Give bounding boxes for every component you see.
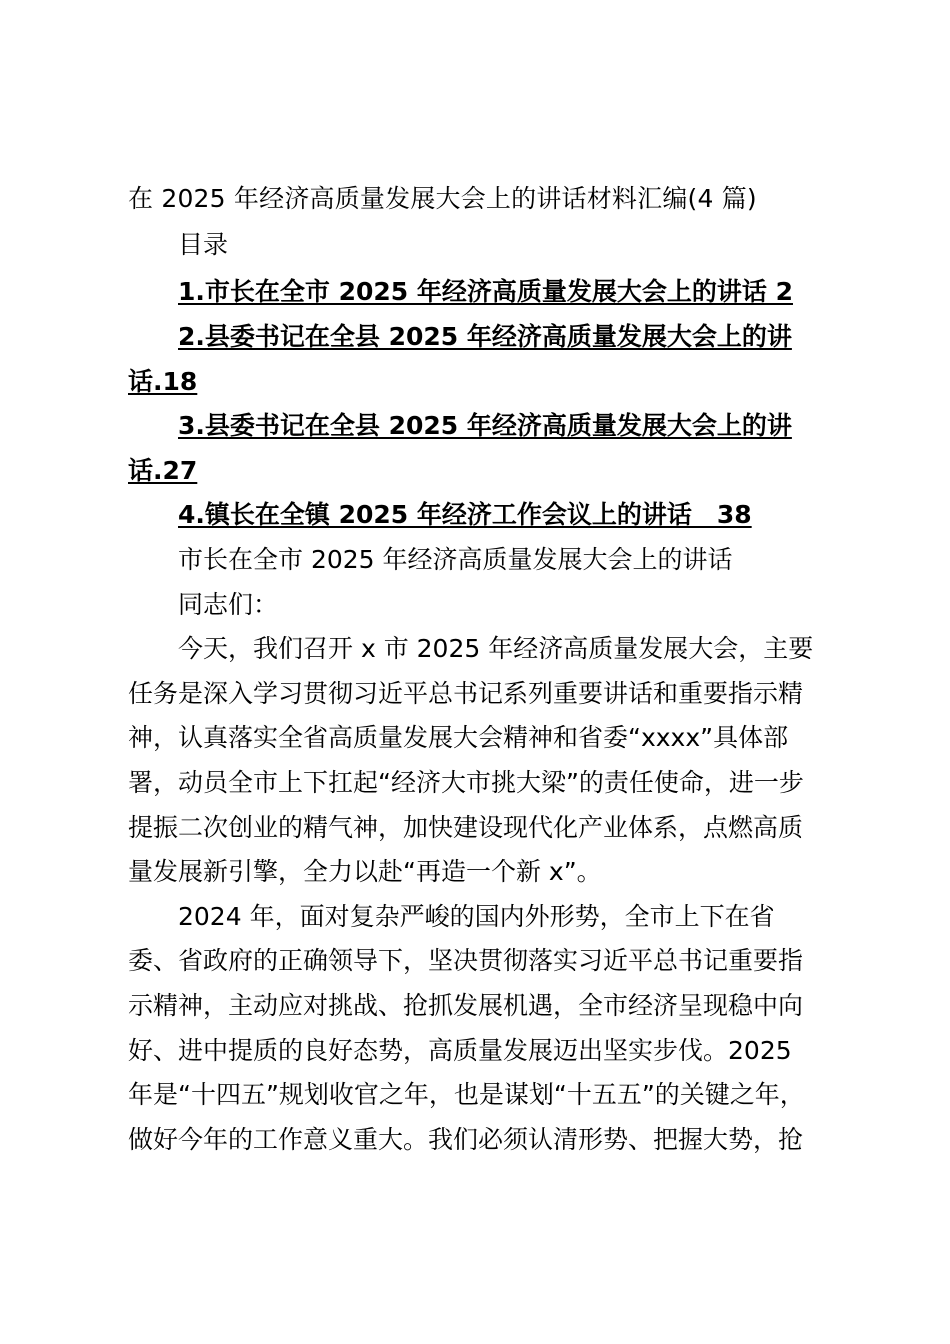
toc-entry-2-continued[interactable]: 话.18 — [128, 367, 198, 396]
document-title: 在 2025 年经济高质量发展大会上的讲话材料汇编(4 篇) — [128, 184, 757, 213]
paragraph-line: 做好今年的工作意义重大。我们必须认清形势、把握大势，抢 — [128, 1125, 804, 1154]
toc-heading: 目录 — [178, 230, 229, 259]
speech-title: 市长在全市 2025 年经济高质量发展大会上的讲话 — [178, 545, 733, 574]
toc-entry-3-continued[interactable]: 话.27 — [128, 456, 198, 485]
paragraph-line: 委、省政府的正确领导下，坚决贯彻落实习近平总书记重要指 — [128, 946, 804, 975]
paragraph-line: 示精神，主动应对挑战、抢抓发展机遇，全市经济呈现稳中向 — [128, 991, 804, 1020]
paragraph-line: 提振二次创业的精气神，加快建设现代化产业体系，点燃高质 — [128, 813, 804, 842]
paragraph-line: 2024 年，面对复杂严峻的国内外形势，全市上下在省 — [178, 902, 775, 931]
paragraph-line: 署，动员全市上下扛起“经济大市挑大梁”的责任使命，进一步 — [128, 768, 804, 797]
salutation: 同志们： — [178, 590, 279, 619]
toc-entry-3[interactable]: 3.县委书记在全县 2025 年经济高质量发展大会上的讲 — [178, 411, 792, 440]
paragraph-line: 年是“十四五”规划收官之年，也是谋划“十五五”的关键之年， — [128, 1080, 805, 1109]
paragraph-line: 神，认真落实全省高质量发展大会精神和省委“xxxx”具体部 — [128, 723, 789, 752]
paragraph-line: 今天，我们召开 x 市 2025 年经济高质量发展大会，主要 — [178, 634, 814, 663]
toc-entry-2[interactable]: 2.县委书记在全县 2025 年经济高质量发展大会上的讲 — [178, 322, 792, 351]
paragraph-line: 好、进中提质的良好态势，高质量发展迈出坚实步伐。2025 — [128, 1036, 792, 1065]
toc-entry-4[interactable]: 4.镇长在全镇 2025 年经济工作会议上的讲话 38 — [178, 500, 752, 529]
paragraph-line: 任务是深入学习贯彻习近平总书记系列重要讲话和重要指示精 — [128, 679, 804, 708]
toc-entry-1[interactable]: 1.市长在全市 2025 年经济高质量发展大会上的讲话 2 — [178, 277, 793, 306]
paragraph-line: 量发展新引擎，全力以赴“再造一个新 x”。 — [128, 857, 602, 886]
